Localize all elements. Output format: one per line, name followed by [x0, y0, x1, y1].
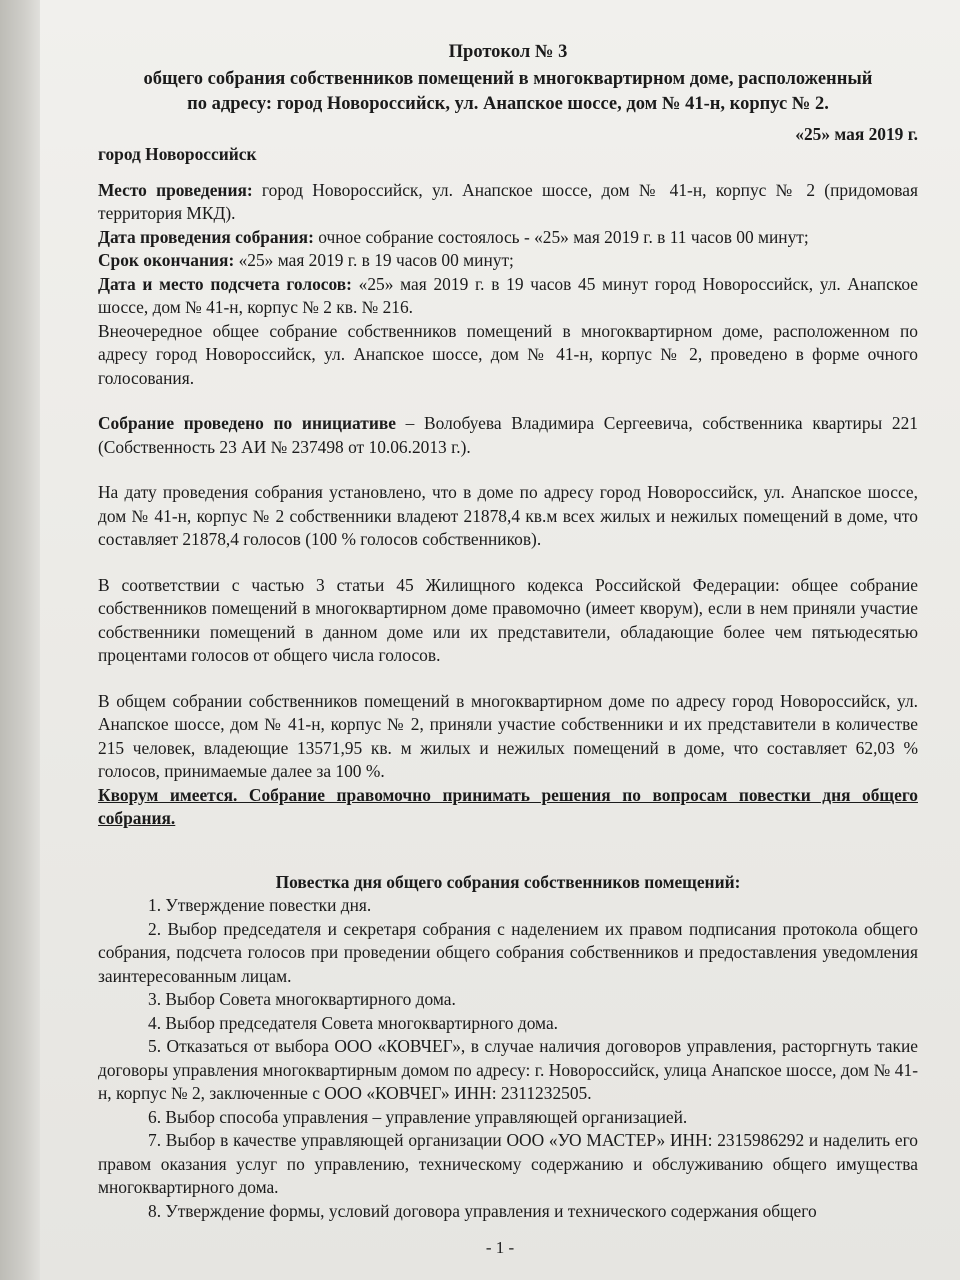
meeting-end-label: Срок окончания: — [98, 250, 235, 270]
agenda-item: 2. Выбор председателя и секретаря собрания с наделением их правом подписания протокола общего собрания, подсчета голосов при проведении общего собрания собственников и предоставления уведомления заинтересованным лицам. — [98, 918, 918, 986]
protocol-subtitle-2: по адресу: город Новороссийск, ул. Анапское шоссе, дом № 41-н, корпус № 2. — [187, 94, 829, 114]
vote-count-value: «25» мая 2019 г. в 19 часов 45 минут город Новороссийск, ул. Анапское шоссе, дом № 41-н, корпус № 2 кв. № 216. — [98, 273, 919, 317]
agenda-item: 5. Отказаться от выбора ООО «КОВЧЕГ», в случае наличия договоров управления, расторгнуть такие договоры управления многоквартирным домом по адресу: г. Новороссийск, улица Анапское шоссе, дом № 41-н, корпус № 2, заключенные с ООО «КОВЧЕГ» ИНН: 2311232505. — [98, 1036, 918, 1103]
protocol-title: Протокол № 3 — [448, 42, 568, 62]
law-paragraph: В соответствии с частью 3 статьи 45 Жилищного кодекса Российской Федерации: общее собрание собственников помещений в многоквартирном доме правомочно (имеет кворум), если в нем приняли участие собственники помещений в данном доме или их представители, обладающие более чем пятьюдесятью процентами голосов от общего числа голосов. — [98, 574, 918, 665]
meeting-place — [98, 179, 918, 226]
agenda-item: 6. Выбор способа управления – управление управляющей организацией. — [148, 1106, 688, 1127]
agenda-item: 3. Выбор Совета многоквартирного дома. — [148, 989, 456, 1009]
page-binding-shadow — [0, 0, 40, 1280]
meeting-date-value: очное собрание состоялось - «25» мая 2019 г. в 11 часов 00 минут; — [313, 226, 809, 247]
meeting-place-value: город Новороссийск, ул. Анапское шоссе, дом № 41-н, корпус № 2 (придомовая территория МКД). — [98, 179, 918, 223]
initiative — [98, 412, 918, 459]
agenda-item: 8. Утверждение формы, условий договора управления и технического содержания общего — [148, 1200, 817, 1221]
initiative-label: Собрание проведено по инициативе — [98, 413, 396, 433]
meeting-form: Внеочередное общее собрание собственников помещений в многоквартирном доме, расположенном по адресу город Новороссийск, ул. Анапское шоссе, дом № 41-н, корпус № 2, проведено в форме очного голосования. — [98, 320, 918, 388]
meeting-date-label: Дата проведения собрания: — [98, 226, 314, 247]
meeting-date — [98, 226, 918, 250]
vote-count-label: Дата и место подсчета голосов: — [98, 273, 352, 294]
protocol-subtitle-1: общего собрания собственников помещений в многоквартирном доме, расположенный — [143, 69, 873, 89]
vote-count — [98, 273, 918, 320]
page-number: - 1 - — [485, 1238, 515, 1257]
meeting-place-label: Место проведения: — [98, 179, 253, 200]
agenda-item: 4. Выбор председателя Совета многоквартирного дома. — [148, 1012, 559, 1033]
document-body — [98, 40, 918, 1223]
agenda-title: Повестка дня общего собрания собственников помещений: — [275, 871, 741, 892]
ownership-paragraph: На дату проведения собрания установлено, что в доме по адресу город Новороссийск, ул. Анапское шоссе, дом № 41-н, корпус № 2 собственники владеют 21878,4 кв.м всех жилых и нежилых помещений в доме, что составляет 21878,4 голосов (100 % голосов собственников). — [98, 482, 918, 549]
meeting-end-value: «25» мая 2019 г. в 19 часов 00 минут; — [234, 250, 514, 270]
participation-paragraph: В общем собрании собственников помещений в многоквартирном доме по адресу город Новороссийск, ул. Анапское шоссе, дом № 41-н, корпус № 2, приняли участие собственники и их представители в количестве 215 человек, владеющие 13571,95 кв. м жилых и нежилых помещений в доме, что составляет 62,03 % голосов, принимаемые далее за 100 %. — [98, 690, 918, 781]
document-date: «25» мая 2019 г. — [795, 124, 918, 144]
document-city: город Новороссийск — [98, 144, 257, 164]
agenda-item: 7. Выбор в качестве управляющей организации ООО «УО МАСТЕР» ИНН: 2315986292 и наделить его правом оказания услуг по управлению, техническому содержанию и обслуживанию общего имущества многоквартирного дома. — [98, 1130, 918, 1197]
city-date-row — [98, 123, 918, 167]
quorum-statement: Кворум имеется. Собрание правомочно принимать решения по вопросам повестки дня общего собрания. — [98, 784, 918, 828]
initiative-value: – Волобуева Владимира Сергеевича, собственника квартиры 221 (Собственность 23 АИ № 237498 от 10.06.2013 г.). — [98, 413, 918, 457]
document-page — [40, 0, 960, 1280]
agenda-item: 1. Утверждение повестки дня. — [148, 895, 372, 915]
meeting-end — [98, 249, 918, 273]
